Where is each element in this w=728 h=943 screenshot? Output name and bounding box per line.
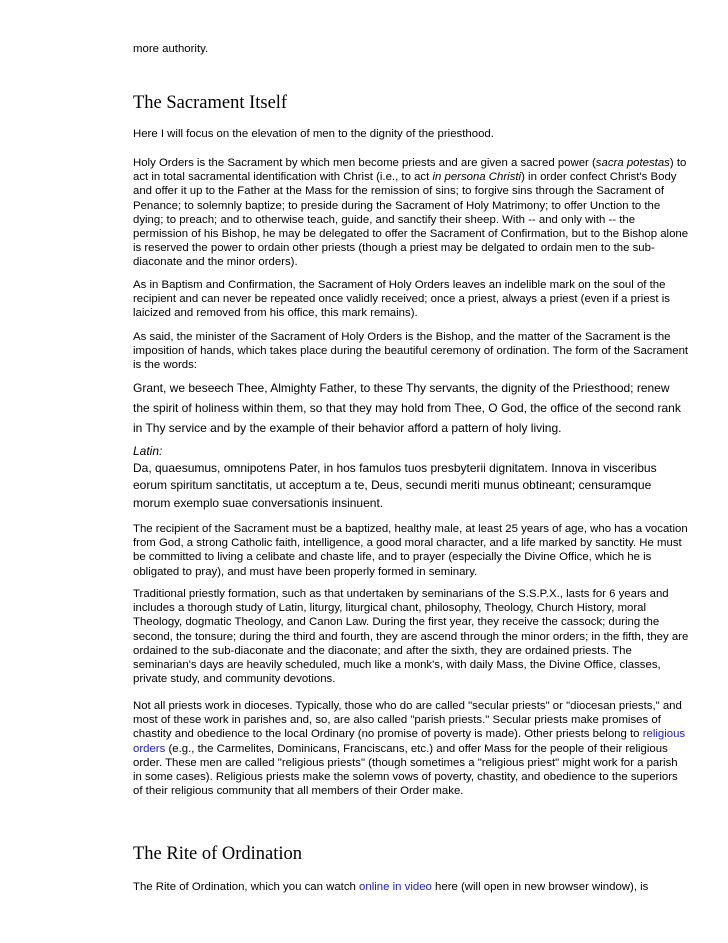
intro-paragraph: Here I will focus on the elevation of men to the dignity of the priesthood. (133, 128, 494, 140)
rite-of-ordination-paragraph (133, 880, 689, 894)
ordination-prayer-english: Grant, we beseech Thee, Almighty Father, to these Thy servants, the dignity of the Priesthood; renew the spirit of holiness within them, so that they may hold from Thee, O God, the office of the second rank in Thy service and by the example of their behavior afford a pattern of holy living. (133, 381, 681, 435)
text-run: ) to act in total sacramental identification with Christ (i.e., to act (133, 157, 687, 184)
text-run: Holy Orders is the Sacrament by which men become priests and are given a sacred power ( (133, 157, 596, 169)
minister-matter-form-paragraph: As said, the minister of the Sacrament of Holy Orders is the Bishop, and the matter of the Sacrament is the imposition of hands, which takes place during the beautiful ceremony of ordination. The form of the Sacrament is the words: (133, 331, 689, 372)
secular-religious-priests-paragraph (133, 699, 689, 798)
online-video-link[interactable]: online in video (359, 881, 432, 893)
text-run: Not all priests work in dioceses. Typically, those who do are called "secular priests" or "diocesan priests," and most of these work in parishes and, so, are also called "parish priests." Secular priests make promises of chastity and obedience to the local Ordinary (no promise of poverty is made). Other priests belong to (133, 700, 682, 741)
latin-prayer-text: Da, quaesumus, omnipotens Pater, in hos famulos tuos presbyterii dignitatem. Innova in visceribus eorum spiritum sanctitatis, ut acceptum a te, Deus, secundi meriti munus obtineant; censuramque morum exemplo suae conversationis insinuent. (133, 461, 657, 510)
continued-paragraph-fragment: more authority. (133, 43, 209, 55)
text-run: (e.g., the Carmelites, Dominicans, Franciscans, etc.) and offer Mass for the people of their religious order. These men are called "religious priests" (though sometimes a "religious priest" might work for a parish in some cases). Religious priests make the solemn vows of poverty, chastity, and obedience to the superiors of their religious community that all members of their Order make. (133, 742, 678, 798)
religious-orders-link[interactable]: religious orders (133, 728, 686, 755)
italic-term-sacra-potestas: sacra potestas (595, 157, 670, 169)
indelible-mark-paragraph: As in Baptism and Confirmation, the Sacrament of Holy Orders leaves an indelible mark on the soul of the recipient and can never be repeated once validly received; once a priest, always a priest (even if a priest is laicized and removed from his office, this mark remains). (133, 279, 670, 320)
text-run: The Rite of Ordination, which you can watch (133, 881, 360, 893)
recipient-requirements-paragraph: The recipient of the Sacrament must be a baptized, healthy male, at least 25 years of age, who has a vocation from God, a strong Catholic faith, intelligence, a good moral character, and a life marked by sanctity. He must be committed to living a celibate and chaste life, and to prayer (especially the Divine Office, which he is obligated to pray), and must have been properly formed in seminary. (133, 523, 688, 578)
section-heading-rite-of-ordination: The Rite of Ordination (133, 844, 303, 864)
latin-label: Latin: (133, 444, 163, 458)
section-heading-sacrament-itself: The Sacrament Itself (133, 93, 288, 113)
text-run: ) in order confect Christ's Body and offer it up to the Father at the Mass for the remission of sins; to forgive sins through the Sacrament of Penance; to solemnly baptize; to preside during the Sacrament of Holy Matrimony; to offer Unction to the dying; to preach; and to otherwise teach, guide, and sanctify their sheep. With -- and only with -- the permission of his Bishop, he may be delegated to offer the Sacrament of Confirmation, but to the Bishop alone is reserved the power to ordain other priests (though a priest may be delgated to ordain men to the sub-diaconate and the minor orders). (133, 171, 689, 269)
text-run: here (will open in new browser window), is (431, 881, 649, 893)
priestly-formation-paragraph: Traditional priestly formation, such as that undertaken by seminarians of the S.S.P.X., lasts for 6 years and includes a thorough study of Latin, liturgy, liturgical chant, philosophy, Theology, Church History, moral Theology, dogmatic Theology, and Canon Law. During the first year, they receive the cassock; during the second, the tonsure; during the third and fourth, they are ascend through the minor orders; in the fifth, they are ordained to the sub-diaconate and the diaconate; and after the sixth, they are ordained priests. The seminarian's days are heavily scheduled, much like a monk's, with daily Mass, the Divine Office, classes, private study, and community devotions. (133, 588, 689, 686)
holy-orders-definition-paragraph (133, 156, 689, 270)
italic-term-in-persona-christi: in persona Christi (432, 171, 522, 184)
ordination-prayer-latin (133, 443, 689, 512)
